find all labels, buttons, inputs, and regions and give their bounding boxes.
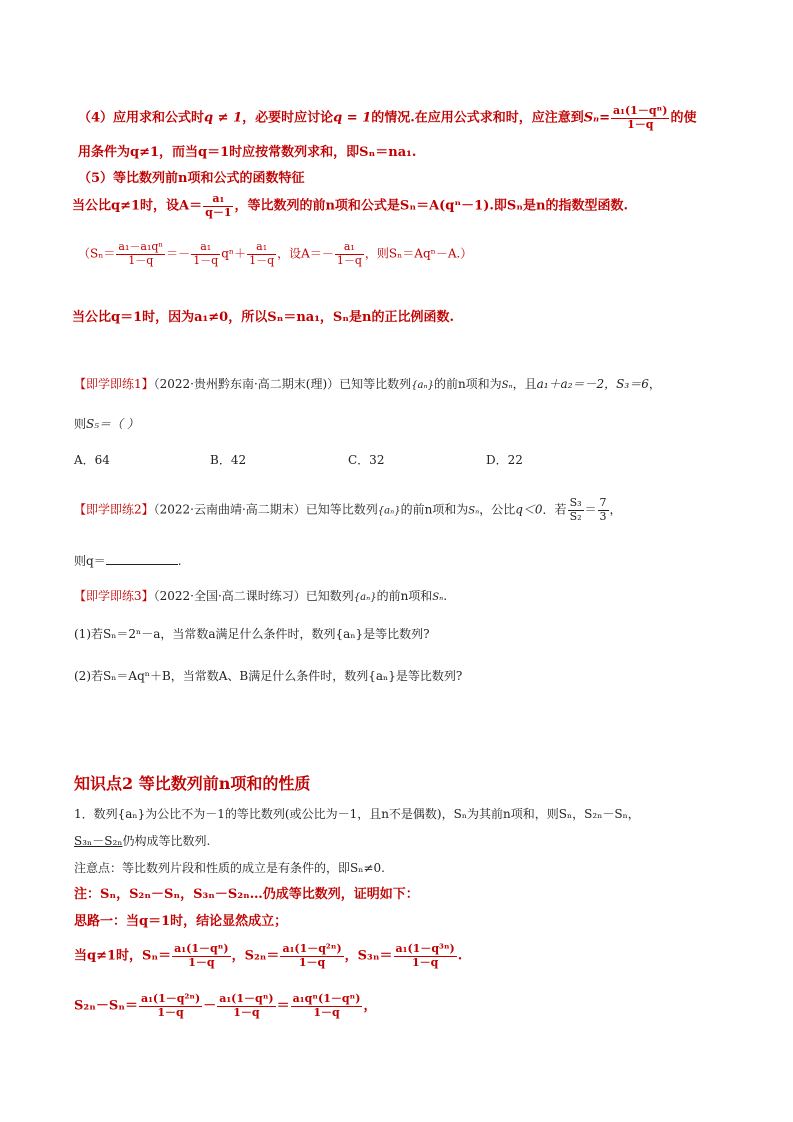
math: {aₙ} — [411, 380, 434, 391]
denominator: 1－q — [298, 955, 326, 969]
fraction — [568, 497, 584, 523]
numerator: a₁(1－q³ⁿ) — [395, 942, 455, 955]
denominator: 1－q — [313, 1005, 340, 1019]
fraction — [172, 943, 230, 969]
denominator: q－1 — [205, 205, 232, 219]
text: 则 — [74, 417, 87, 431]
text: ，设A＝－ — [277, 246, 334, 261]
denominator: 1－q — [128, 253, 154, 267]
text: qⁿ＋ — [221, 246, 247, 261]
section-heading: 知识点2 等比数列前n项和的性质 — [74, 774, 311, 793]
denominator: 3 — [599, 509, 607, 523]
exercise-2-line-1 — [74, 497, 622, 523]
option-b: B．42 — [210, 453, 247, 467]
denominator: S₂ — [569, 509, 582, 523]
text: 当q≠1时，Sₙ＝ — [74, 948, 172, 964]
kp2-line-2 — [74, 835, 210, 847]
text: 的情况.在应用公式求和时，应注意到 — [371, 110, 584, 126]
numerator: a₁(1－qⁿ) — [613, 104, 668, 117]
numerator: 7 — [599, 496, 607, 509]
text: ，S₃ₙ＝ — [344, 948, 393, 964]
math: {aₙ} — [353, 592, 377, 603]
text: 仍构成等比数列. — [122, 834, 211, 848]
paragraph-5-line-2 — [78, 241, 472, 267]
answer-blank[interactable] — [106, 552, 178, 565]
text: 的前n项和为 — [433, 377, 502, 391]
text: （2022·全国·高二课时练习）已知数列 — [153, 589, 354, 603]
math: Sₙ — [468, 505, 480, 517]
exercise-tag: 【即学即练2】 — [74, 502, 154, 517]
exercise-3-line-1 — [74, 590, 447, 603]
text: （2022·云南曲靖·高二期末）已知等比数列 — [153, 502, 378, 517]
numerator: a₁qⁿ(1－qⁿ) — [292, 992, 361, 1005]
text: － — [203, 998, 217, 1014]
text: ，则Sₙ＝Aqⁿ－A.） — [364, 246, 473, 261]
option-a: A．64 — [74, 453, 110, 467]
numerator: a₁ — [335, 241, 364, 255]
text: 的使 — [670, 110, 697, 126]
numerator: a₁ — [191, 241, 220, 255]
numerator: a₁(1－q²ⁿ) — [282, 942, 342, 955]
exercise-1-line-1 — [74, 378, 661, 391]
paragraph-5-title: （5）等比数列前n项和公式的函数特征 — [78, 171, 305, 186]
kp2-line-3: 注意点：等比数列片段和性质的成立是有条件的，即Sₙ≠0. — [74, 861, 385, 875]
fraction — [116, 241, 165, 267]
text: ＝－ — [166, 246, 191, 261]
text: ，公比 — [479, 502, 516, 517]
text: S₂ₙ－Sₙ＝ — [74, 998, 138, 1014]
math: Sₙ — [432, 592, 444, 603]
fraction — [394, 943, 457, 969]
text: ，且 — [512, 377, 537, 391]
paragraph-6: 当公比q＝1时，因为a₁≠0，所以Sₙ＝na₁，Sₙ是n的正比例函数. — [72, 310, 455, 325]
numerator: a₁ — [203, 193, 233, 207]
text: . — [457, 948, 463, 964]
numerator: a₁(1－qⁿ) — [219, 992, 274, 1005]
fraction — [280, 943, 343, 969]
text: （Sₙ＝ — [78, 246, 116, 261]
exercise-3-question-1: (1)若Sₙ＝2ⁿ－a，当常数a满足什么条件时，数列{aₙ}是等比数列? — [74, 627, 430, 641]
denominator: 1－q — [336, 253, 362, 267]
text: 则q＝ — [74, 554, 106, 568]
numerator: S₃ — [569, 496, 582, 509]
text: ， — [609, 502, 622, 517]
fraction — [335, 241, 364, 267]
denominator: 1－q — [193, 253, 219, 267]
fraction — [611, 105, 669, 131]
numerator: a₁ — [247, 241, 276, 255]
text: 的前n项和为 — [400, 502, 469, 517]
numerator: a₁－a₁qⁿ — [118, 240, 164, 253]
denominator: 1－q — [188, 955, 215, 969]
option-d: D．22 — [486, 453, 523, 467]
text: 的前n项和 — [376, 589, 433, 603]
math: {aₙ} — [377, 505, 401, 517]
text: （4）应用求和公式时 — [78, 110, 205, 126]
numerator: a₁(1－q²ⁿ) — [140, 992, 201, 1005]
kp2-line-6 — [74, 943, 462, 969]
text: . — [177, 554, 182, 568]
option-c: C．32 — [348, 453, 385, 467]
denominator: 1－q — [157, 1005, 184, 1019]
exercise-1-line-2 — [74, 418, 139, 430]
denominator: 1－q — [627, 117, 654, 131]
paragraph-4-line-2: 用条件为q≠1，而当q＝1时应按常数列求和，即Sₙ＝na₁. — [78, 145, 417, 160]
text: ．若 — [542, 502, 567, 517]
exercise-tag: 【即学即练1】 — [74, 377, 154, 391]
fraction — [203, 193, 233, 219]
denominator: 1－q — [249, 253, 275, 267]
text: ＝ — [584, 502, 597, 517]
text: ，必要时应讨论 — [242, 110, 334, 126]
exercise-3-question-2: (2)若Sₙ＝Aqⁿ＋B，当常数A、B满足什么条件时，数列{aₙ}是等比数列? — [74, 669, 463, 683]
math: S₅＝（ ） — [86, 417, 139, 431]
math: S₃ₙ－S₂ₙ — [74, 834, 123, 848]
kp2-line-5: 思路一：当q＝1时，结论显然成立； — [74, 914, 288, 929]
text: ，S₂ₙ＝ — [231, 948, 280, 964]
math: q ≠ 1 — [204, 110, 243, 126]
fraction — [139, 993, 202, 1019]
text: ，等比数列的前n项和公式是Sₙ＝A(qⁿ－1).即Sₙ是n的指数型函数. — [234, 198, 628, 214]
text: （2022·贵州黔东南·高二期末(理)）已知等比数列 — [153, 377, 412, 391]
text: ， — [648, 377, 661, 391]
math: a₁＋a₂＝－2，S₃＝6 — [536, 377, 649, 391]
fraction — [247, 241, 276, 267]
exercise-2-line-2 — [74, 552, 182, 567]
math: q = 1 — [333, 110, 372, 126]
fraction — [291, 993, 363, 1019]
math: Sₙ — [501, 380, 513, 391]
math: Sₙ= — [583, 110, 611, 126]
denominator: 1－q — [411, 955, 439, 969]
numerator: a₁(1－qⁿ) — [174, 942, 229, 955]
kp2-line-7 — [74, 993, 376, 1019]
fraction — [191, 241, 220, 267]
text: ＝ — [276, 998, 290, 1014]
text: . — [443, 589, 448, 603]
paragraph-5-line-1 — [72, 193, 628, 219]
text: ， — [363, 998, 377, 1014]
fraction — [598, 497, 609, 523]
exercise-tag: 【即学即练3】 — [74, 589, 154, 603]
text: 当公比q≠1时，设A＝ — [72, 198, 203, 214]
denominator: 1－q — [233, 1005, 260, 1019]
fraction — [217, 993, 275, 1019]
kp2-line-1: 1．数列{aₙ}为公比不为－1的等比数列(或公比为－1，且n不是偶数)，Sₙ为其前n项和，则Sₙ，S₂ₙ－Sₙ， — [74, 807, 640, 821]
math: q＜0 — [515, 502, 543, 517]
kp2-line-4: 注：Sₙ，S₂ₙ－Sₙ，S₃ₙ－S₂ₙ…仍成等比数列，证明如下： — [74, 887, 419, 902]
paragraph-4-line-1 — [78, 105, 696, 131]
